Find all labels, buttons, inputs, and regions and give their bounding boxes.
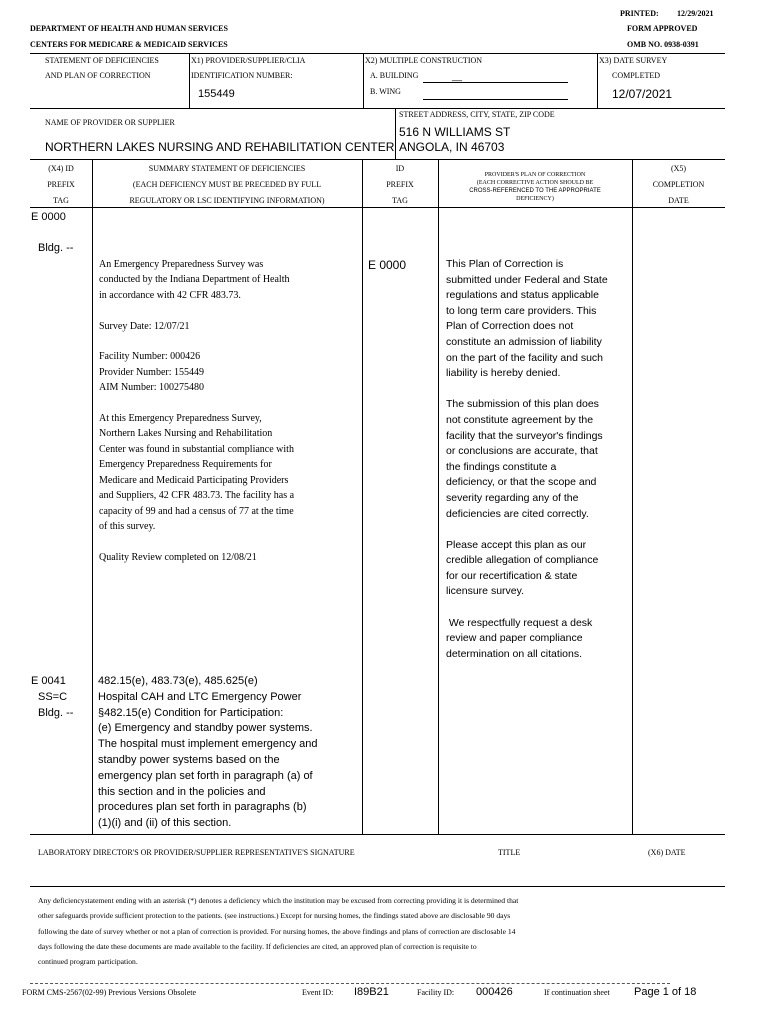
x1-label-line2: IDENTIFICATION NUMBER: <box>191 71 293 80</box>
summary-line <box>99 396 359 411</box>
plan-line: deficiencies are cited correctly. <box>446 507 589 520</box>
x4-header-line2: PREFIX <box>47 180 75 189</box>
disclaimer-line: other safeguards provide sufficient protection to the patients. (see instructions.) Except for nursing homes, the findings stated above are disclosable 90 days <box>38 911 511 921</box>
x4-header-line3: TAG <box>53 196 69 205</box>
summary-line: §482.15(e) Condition for Participation: <box>98 706 284 719</box>
summary-line: Center was found in substantial compliance with <box>99 443 294 455</box>
plan-line: or conclusions are accurate, that <box>446 445 598 458</box>
summary-line: (1)(i) and (ii) of this section. <box>98 817 232 830</box>
continuation-label: If continuation sheet <box>544 988 610 997</box>
plan-line: not constitute agreement by the <box>446 413 594 426</box>
signature-label: LABORATORY DIRECTOR'S OR PROVIDER/SUPPLIER REPRESENTATIVE'S SIGNATURE <box>38 848 355 857</box>
summary-line: Emergency Preparedness Requirements for <box>99 459 272 471</box>
entry1-summary <box>99 257 359 565</box>
entry1-tag: E 0000 <box>31 211 66 223</box>
summary-line <box>99 534 359 549</box>
poc-header-line2: (EACH CORRECTIVE ACTION SHOULD BE <box>476 180 594 186</box>
summary-line: in accordance with 42 CFR 483.73. <box>99 289 241 301</box>
disclaimer-line: following the date of survey whether or not a plan of correction is provided. For nursing homes, the above findings and plans of correction are disclosable 14 <box>38 926 516 936</box>
plan-line: The submission of this plan does <box>446 398 599 411</box>
entry1-bldg: Bldg. -- <box>38 242 74 254</box>
plan-line: This Plan of Correction is <box>446 258 564 270</box>
provider-id-value: 155449 <box>198 88 235 100</box>
plan-line <box>446 382 630 398</box>
summary-header-line1: SUMMARY STATEMENT OF DEFICIENCIES <box>148 164 306 173</box>
page-number: Page 1 of 18 <box>634 986 697 998</box>
plan-line: liability is hereby denied. <box>446 367 561 380</box>
x5-header-line3: DATE <box>668 196 689 205</box>
id-header-line1: ID <box>395 164 405 173</box>
id-header-line3: TAG <box>392 196 408 205</box>
disclaimer-line: Any deficiencystatement ending with an asterisk (*) denotes a deficiency which the institution may be excused from correcting providing it is determined that <box>38 896 519 905</box>
printed-date: 12/29/2021 <box>677 9 714 18</box>
disclaimer <box>38 893 723 969</box>
x5-header-line1: (X5) <box>670 164 687 173</box>
statement-label-line1: STATEMENT OF DEFICIENCIES <box>45 56 159 65</box>
address-line2: ANGOLA, IN 46703 <box>399 140 505 154</box>
poc-header-line4: DEFICIENCY) <box>516 196 554 202</box>
summary-line: At this Emergency Preparedness Survey, <box>99 413 262 425</box>
entry1-plan <box>446 257 630 662</box>
plan-line: determination on all citations. <box>446 647 582 660</box>
plan-line: submitted under Federal and State <box>446 273 608 286</box>
summary-line: Hospital CAH and LTC Emergency Power <box>98 690 302 703</box>
building-value: __ <box>452 71 463 81</box>
summary-line: Northern Lakes Nursing and Rehabilitation <box>99 428 273 440</box>
building-label: A. BUILDING <box>370 71 419 80</box>
title-label: TITLE <box>498 848 521 857</box>
summary-line: standby power systems based on the <box>98 753 280 766</box>
plan-line: for our recertification & state <box>446 569 578 582</box>
summary-line: emergency plan set forth in paragraph (a) of <box>98 769 313 782</box>
plan-line <box>446 600 630 616</box>
summary-line: this section and in the policies and <box>98 785 266 798</box>
plan-line: the findings constitute a <box>446 460 557 473</box>
plan-line: to long term care providers. This <box>446 304 597 317</box>
form-approved: FORM APPROVED <box>627 24 698 33</box>
centers-title: CENTERS FOR MEDICARE & MEDICAID SERVICES <box>30 40 228 49</box>
plan-line: constitute an admission of liability <box>446 335 602 348</box>
disclaimer-line: continued program participation. <box>38 957 138 967</box>
summary-line: Provider Number: 155449 <box>99 366 204 378</box>
poc-header-line3: CROSS-REFERENCED TO THE APPROPRIATE <box>469 188 601 194</box>
provider-name-label: NAME OF PROVIDER OR SUPPLIER <box>45 118 175 127</box>
printed-label: PRINTED: <box>620 9 659 18</box>
x1-label-line1: X1) PROVIDER/SUPPLIER/CLIA <box>191 56 306 65</box>
x2-label: X2) MULTIPLE CONSTRUCTION <box>365 56 483 65</box>
plan-line: on the part of the facility and such <box>446 351 604 364</box>
summary-line: An Emergency Preparedness Survey was <box>99 259 264 270</box>
event-id-value: I89B21 <box>354 986 389 998</box>
summary-line: The hospital must implement emergency and <box>98 738 318 751</box>
disclaimer-line: days following the date these documents are made available to the facility. If deficiencies are cited, an approved plan of correction is requisite to <box>38 941 477 951</box>
entry2-tag-line: E 0041 <box>31 675 66 687</box>
plan-line: licensure survey. <box>446 585 525 598</box>
plan-line: severity regarding any of the <box>446 491 579 504</box>
entry2-tag-line: SS=C <box>38 690 68 703</box>
event-id-label: Event ID: <box>302 988 334 997</box>
summary-line: procedures plan set forth in paragraphs (b) <box>98 801 307 814</box>
plan-line: review and paper compliance <box>446 632 583 645</box>
plan-line: facility that the surveyor's findings <box>446 429 603 442</box>
summary-line: and Suppliers, 42 CFR 483.73. The facility has a <box>99 490 295 502</box>
x6-date-label: (X6) DATE <box>648 848 686 857</box>
summary-line: AIM Number: 100275480 <box>99 382 204 394</box>
x3-label-line2: COMPLETED <box>612 71 660 80</box>
plan-line: Please accept this plan as our <box>446 538 587 551</box>
statement-label-line2: AND PLAN OF CORRECTION <box>45 71 151 80</box>
plan-line: credible allegation of compliance <box>446 554 599 567</box>
facility-id-label: Facility ID: <box>417 988 455 997</box>
department-title: DEPARTMENT OF HEALTH AND HUMAN SERVICES <box>30 24 228 33</box>
survey-date-value: 12/07/2021 <box>612 87 673 101</box>
plan-line: We respectfully request a desk <box>446 616 593 629</box>
x3-label-line1: X3) DATE SURVEY <box>599 56 668 65</box>
entry2-summary <box>98 674 360 832</box>
plan-line: deficiency, or that the scope and <box>446 476 597 489</box>
summary-line: capacity of 99 and had a census of 77 at the time <box>99 505 294 517</box>
summary-line: Facility Number: 000426 <box>99 351 201 363</box>
form-number: FORM CMS-2567(02-99) Previous Versions Obsolete <box>22 988 197 997</box>
address-line1: 516 N WILLIAMS ST <box>399 125 511 139</box>
omb-number: OMB NO. 0938-0391 <box>627 40 699 49</box>
facility-id-value: 000426 <box>476 986 513 998</box>
summary-line: Survey Date: 12/07/21 <box>99 320 190 332</box>
poc-header-line1: PROVIDER'S PLAN OF CORRECTION <box>484 172 586 178</box>
summary-line <box>99 303 359 318</box>
entry1-prefix-tag: E 0000 <box>368 258 407 272</box>
summary-line: (e) Emergency and standby power systems. <box>98 722 313 735</box>
summary-line: conducted by the Indiana Department of Health <box>99 274 290 286</box>
entry2-tag <box>31 674 91 721</box>
entry2-tag-line: Bldg. -- <box>38 706 74 719</box>
summary-line: Medicare and Medicaid Participating Providers <box>99 474 289 486</box>
provider-name-value: NORTHERN LAKES NURSING AND REHABILITATION CENTER <box>45 140 395 154</box>
wing-label: B. WING <box>370 87 401 96</box>
plan-line <box>446 522 630 538</box>
id-header-line2: PREFIX <box>386 180 414 189</box>
summary-line: 482.15(e), 483.73(e), 485.625(e) <box>98 675 258 687</box>
x5-header-line2: COMPLETION <box>652 180 705 189</box>
summary-line: of this survey. <box>99 520 156 532</box>
x4-header-line1: (X4) ID <box>48 164 74 173</box>
address-label: STREET ADDRESS, CITY, STATE, ZIP CODE <box>399 110 555 119</box>
summary-header-line2: (EACH DEFICIENCY MUST BE PRECEDED BY FULL <box>132 180 322 189</box>
plan-line: Plan of Correction does not <box>446 320 574 333</box>
summary-line: Quality Review completed on 12/08/21 <box>99 551 257 563</box>
summary-header-line3: REGULATORY OR LSC IDENTIFYING INFORMATION) <box>129 196 325 205</box>
summary-line <box>99 334 359 349</box>
plan-line: regulations and status applicable <box>446 289 599 302</box>
